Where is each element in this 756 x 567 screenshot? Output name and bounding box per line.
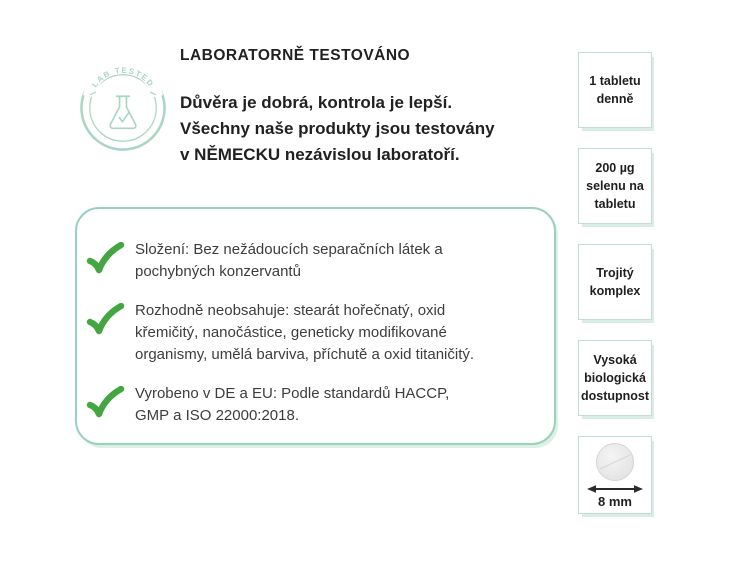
checkmark-icon [85, 242, 125, 278]
subtitle-line: Důvěra je dobrá, kontrola je lepší. [180, 93, 453, 112]
checklist-item [85, 300, 536, 366]
size-arrow-icon [586, 484, 644, 494]
checklist-text-line: pochybných konzervantů [135, 263, 301, 280]
info-card-bioavailability [578, 340, 652, 416]
info-card-label: 200 µg selenu na tabletu [586, 160, 644, 212]
tablet-icon [595, 442, 635, 482]
section-subtitle [180, 90, 550, 168]
info-card-daily-dose [578, 52, 652, 128]
checkmark-icon [85, 386, 125, 422]
info-card-tablet-size [578, 436, 652, 514]
checklist-item-text [135, 300, 474, 366]
subtitle-line: Všechny naše produkty jsou testovány [180, 119, 495, 138]
tablet-size-label: 8 mm [598, 493, 632, 509]
info-cards-column [578, 52, 652, 514]
checklist-text-line: GMP a ISO 22000:2018. [135, 407, 299, 424]
checklist-panel [75, 207, 556, 445]
info-card-selenium-content [578, 148, 652, 224]
subtitle-line: v NĚMECKU nezávislou laboratoří. [180, 145, 460, 164]
lab-tested-badge [79, 64, 167, 152]
info-card-label: Trojitý komplex [589, 265, 641, 298]
checklist-text-line: Složení: Bez nežádoucích separačních látek a [135, 241, 443, 258]
info-card-label: Vysoká biologická dostupnost [580, 352, 650, 404]
checkmark-icon [85, 303, 125, 339]
checklist-text-line: křemičitý, nanočástice, geneticky modifikované [135, 324, 447, 341]
info-card-triple-complex [578, 244, 652, 320]
checklist-item [85, 239, 536, 283]
badge-arc-text: LAB TESTED [90, 65, 156, 90]
checklist-item-text [135, 383, 449, 427]
checklist-text-line: Vyrobeno v DE a EU: Podle standardů HACCP, [135, 385, 450, 402]
checklist-text-line: organismy, umělá barviva, příchutě a oxid titaničitý. [135, 346, 475, 363]
lab-flask-check-icon [79, 64, 167, 152]
checklist-text-line: Rozhodně neobsahuje: stearát hořečnatý, oxid [135, 302, 446, 319]
section-title: LABORATORNĚ TESTOVÁNO [180, 47, 411, 64]
checklist-item-text [135, 239, 443, 283]
info-card-label: 1 tabletu denně [589, 73, 641, 106]
header-block [180, 47, 550, 168]
checklist-item [85, 383, 536, 427]
